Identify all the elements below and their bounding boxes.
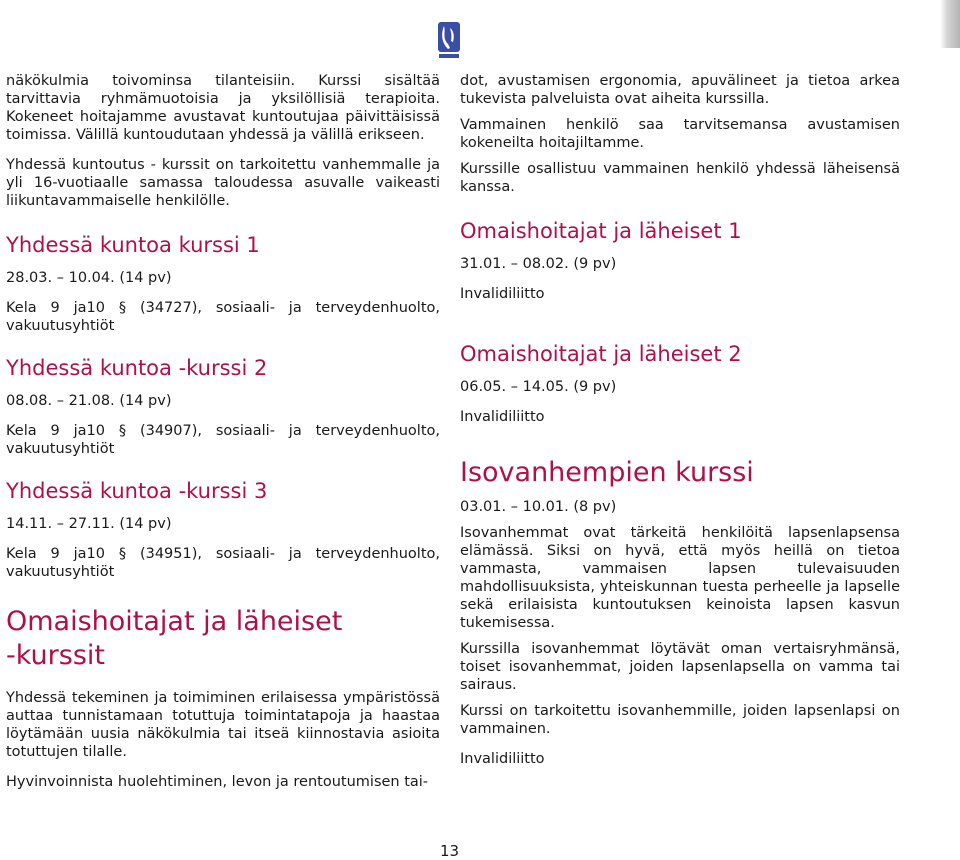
omaishoitajat-paragraph-1: Yhdessä tekeminen ja toimiminen erilaisessa ympäristössä auttaa tunnistamaan totuttuja toimintatapoja ja haastaa löytämään uusia näkökulmia tai itseä kiinnostavia asioita totuttujen tilalle. xyxy=(6,690,440,760)
left-intro-paragraph-1: näkökulmia toivominsa tilanteisiin. Kurssi sisältää tarvittavia ryhmämuotoisia ja yksilöllisiä terapioita. Kokeneet hoitajamme avustavat kuntoutujaa päivittäisissä toimissa. Välillä kuntoudutaan yhdessä ja välillä erikseen. xyxy=(6,73,440,143)
course-funding-omaishoitajat-1: Invalidiliitto xyxy=(460,286,545,302)
course-funding-yhdessa-2: Kela 9 ja10 § (34907), sosiaali- ja terveydenhuolto, vakuutusyhtiöt xyxy=(6,423,440,457)
section-title-line-2: -kurssit xyxy=(6,640,105,671)
course-title-yhdessa-3: Yhdessä kuntoa -kurssi 3 xyxy=(6,479,268,503)
section-title-omaishoitajat xyxy=(6,605,440,673)
page-number: 13 xyxy=(440,842,460,860)
section-title-line-1: Omaishoitajat ja läheiset xyxy=(6,606,343,637)
course-funding-yhdessa-3: Kela 9 ja10 § (34951), sosiaali- ja terveydenhuolto, vakuutusyhtiöt xyxy=(6,546,440,580)
right-intro-paragraph-2: Vammainen henkilö saa tarvitsemansa avustamisen kokeneilta hoitajiltamme. xyxy=(460,117,900,151)
course-dates-isovanhemmat: 03.01. – 10.01. (8 pv) xyxy=(460,499,617,515)
isovanhemmat-paragraph-2: Kurssilla isovanhemmat löytävät oman vertaisryhmänsä, toiset isovanhemmat, joiden lapsenlapsella on vamma tai sairaus. xyxy=(460,641,900,693)
omaishoitajat-paragraph-2: Hyvinvoinnista huolehtiminen, levon ja rentoutumisen tai- xyxy=(6,774,429,790)
course-dates-yhdessa-2: 08.08. – 21.08. (14 pv) xyxy=(6,393,172,409)
isovanhemmat-paragraph-1: Isovanhemmat ovat tärkeitä henkilöitä lapsenlapsensa elämässä. Siksi on hyvä, että myös heillä on tietoa vammasta, vammaisen lapsen tulevaisuuden mahdollisuuksista, yhteiskunnan tuesta perheelle ja lapselle sekä erilaisista kuntoutuksen keinoista lapsen kasvun tukemisessa. xyxy=(460,525,900,631)
course-funding-omaishoitajat-2: Invalidiliitto xyxy=(460,409,545,425)
course-title-omaishoitajat-2: Omaishoitajat ja läheiset 2 xyxy=(460,342,742,366)
course-title-yhdessa-2: Yhdessä kuntoa -kurssi 2 xyxy=(6,356,268,380)
course-dates-omaishoitajat-1: 31.01. – 08.02. (9 pv) xyxy=(460,256,617,272)
isovanhemmat-paragraph-3: Kurssi on tarkoitettu isovanhemmille, joiden lapsenlapsi on vammainen. xyxy=(460,703,900,737)
invalidiliitto-logo-icon xyxy=(436,20,462,60)
course-funding-yhdessa-1: Kela 9 ja10 § (34727), sosiaali- ja terveydenhuolto, vakuutusyhtiöt xyxy=(6,300,440,334)
course-funding-isovanhemmat: Invalidiliitto xyxy=(460,751,545,767)
right-intro-paragraph-1: dot, avustamisen ergonomia, apuvälineet ja tietoa arkea tukevista palveluista ovat aiheita kurssilla. xyxy=(460,73,900,107)
course-dates-yhdessa-3: 14.11. – 27.11. (14 pv) xyxy=(6,516,172,532)
corner-gradient-bar xyxy=(940,0,960,48)
course-title-isovanhemmat: Isovanhempien kurssi xyxy=(460,457,754,488)
course-dates-yhdessa-1: 28.03. – 10.04. (14 pv) xyxy=(6,270,172,286)
course-dates-omaishoitajat-2: 06.05. – 14.05. (9 pv) xyxy=(460,379,617,395)
right-intro-paragraph-3: Kurssille osallistuu vammainen henkilö yhdessä läheisensä kanssa. xyxy=(460,161,900,195)
course-title-omaishoitajat-1: Omaishoitajat ja läheiset 1 xyxy=(460,219,742,243)
right-column xyxy=(460,72,900,768)
course-title-yhdessa-1: Yhdessä kuntoa kurssi 1 xyxy=(6,233,260,257)
left-column xyxy=(6,72,440,791)
left-intro-paragraph-2: Yhdessä kuntoutus - kurssit on tarkoitettu vanhemmalle ja yli 16-vuotiaalle samassa taloudessa asuvalle vaikeasti liikuntavammaiselle henkilölle. xyxy=(6,157,440,209)
